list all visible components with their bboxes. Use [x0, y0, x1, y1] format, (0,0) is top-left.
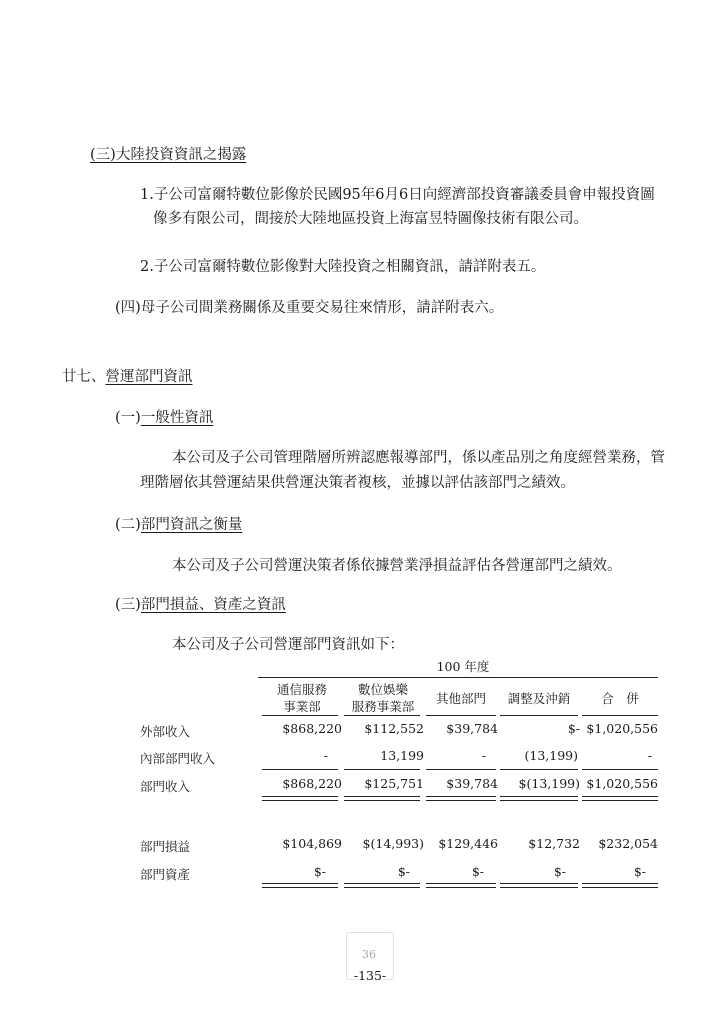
general-info-title: 一般性資訊 — [140, 410, 214, 426]
column-header-adjustments: 調整及沖銷 — [507, 691, 571, 706]
segment-info-label: (三) — [115, 597, 141, 613]
table-cell: $39,784 — [446, 776, 498, 791]
table-cell: - — [323, 748, 328, 763]
table-cell: $- — [567, 721, 580, 736]
column-header-consolidated: 合 併 — [601, 691, 639, 706]
table-cell: $1,020,556 — [586, 721, 658, 736]
table-cell: $(14,993) — [362, 836, 424, 851]
header-rule — [582, 715, 658, 716]
header-rule — [262, 715, 338, 716]
table-cell: $- — [397, 864, 410, 879]
row-label-external-revenue: 外部收入 — [140, 724, 191, 739]
column-header-communication-services — [262, 681, 342, 715]
table-cell: - — [647, 748, 652, 763]
column-header-other-segments: 其他部門 — [435, 691, 486, 706]
header-rule — [426, 715, 496, 716]
row-label-segment-revenue: 部門收入 — [140, 779, 191, 794]
chapter-27-number: 廿七、 — [62, 369, 106, 385]
table-cell: $868,220 — [282, 776, 342, 791]
segment-table-intro: 本公司及子公司營運部門資訊如下： — [172, 637, 404, 653]
table-cell: $112,552 — [364, 721, 424, 736]
double-rule — [500, 796, 578, 801]
chapter-27-title: 營運部門資訊 — [105, 369, 193, 385]
measurement-text: 本公司及子公司營運決策者係依據營業淨損益評估各營運部門之績效。 — [172, 558, 622, 574]
table-cell: $104,869 — [282, 836, 342, 851]
general-info-line-2: 理階層依其營運結果供營運決策者複核，並據以評估該部門之績效。 — [140, 475, 575, 491]
table-cell: $232,054 — [598, 836, 658, 851]
double-rule — [262, 796, 338, 801]
row-label-segment-assets: 部門資產 — [140, 867, 191, 882]
table-cell: $39,784 — [446, 721, 498, 736]
double-rule — [582, 796, 658, 801]
table-cell: $12,732 — [528, 836, 580, 851]
general-info-line-1: 本公司及子公司管理階層所辨認應報導部門，係以產品別之角度經營業務，管 — [172, 450, 665, 466]
subtotal-rule — [344, 769, 420, 770]
measurement-heading — [115, 513, 242, 534]
subtotal-rule — [426, 769, 496, 770]
subtotal-rule — [500, 769, 578, 770]
table-year-header: 100 年度 — [436, 659, 490, 674]
column-header-digital-entertainment — [342, 681, 424, 715]
section-3-paragraph-2: 2.子公司富爾特數位影像對大陸投資之相關資訊，請詳附表五。 — [140, 259, 546, 275]
table-cell: $129,446 — [438, 836, 498, 851]
table-cell: $- — [313, 864, 326, 879]
measurement-title: 部門資訊之衡量 — [140, 517, 243, 533]
table-cell: $- — [633, 864, 646, 879]
general-info-heading — [115, 406, 213, 427]
general-info-label: (一) — [115, 410, 141, 426]
subtotal-rule — [262, 769, 338, 770]
segment-info-heading — [115, 593, 286, 614]
chapter-27-heading — [62, 365, 193, 386]
header-rule — [344, 715, 420, 716]
stamp-number: 36 — [362, 948, 376, 961]
measurement-label: (二) — [115, 517, 141, 533]
column-header-line-1: 通信服務 — [276, 682, 327, 697]
column-header-line-1: 數位娛樂 — [357, 682, 408, 697]
table-cell: 13,199 — [380, 748, 424, 763]
column-header-line-2: 服務事業部 — [351, 699, 415, 714]
row-label-segment-profit: 部門損益 — [140, 839, 191, 854]
row-label-intersegment-revenue: 內部部門收入 — [140, 751, 216, 766]
double-rule — [500, 883, 578, 888]
table-cell: $- — [553, 864, 566, 879]
double-rule — [426, 883, 496, 888]
double-rule — [582, 883, 658, 888]
segment-info-title: 部門損益、資產之資訊 — [140, 597, 286, 613]
section-4-title: (四)母子公司間業務關係及重要交易往來情形，請詳附表六。 — [115, 300, 504, 316]
column-header-line-2: 事業部 — [283, 699, 321, 714]
subtotal-rule — [582, 769, 658, 770]
double-rule — [262, 883, 338, 888]
double-rule — [344, 796, 420, 801]
table-cell: - — [481, 748, 486, 763]
header-rule — [500, 715, 578, 716]
section-3-title: (三)大陸投資資訊之揭露 — [90, 147, 247, 163]
table-cell: $868,220 — [282, 721, 342, 736]
double-rule — [426, 796, 496, 801]
table-cell: $125,751 — [364, 776, 424, 791]
section-3-paragraph-1-line-2: 像多有限公司，間接於大陸地區投資上海富昱特圖像技術有限公司。 — [153, 211, 588, 227]
page-number: -135- — [353, 968, 387, 983]
section-3-paragraph-1-line-1: 1.子公司富爾特數位影像於民國95年6月6日向經濟部投資審議委員會申報投資圖 — [140, 187, 655, 203]
table-cell: $- — [471, 864, 484, 879]
table-cell: $(13,199) — [518, 776, 580, 791]
table-cell: (13,199) — [524, 748, 578, 763]
table-top-rule — [258, 677, 658, 678]
double-rule — [344, 883, 420, 888]
table-cell: $1,020,556 — [586, 776, 658, 791]
